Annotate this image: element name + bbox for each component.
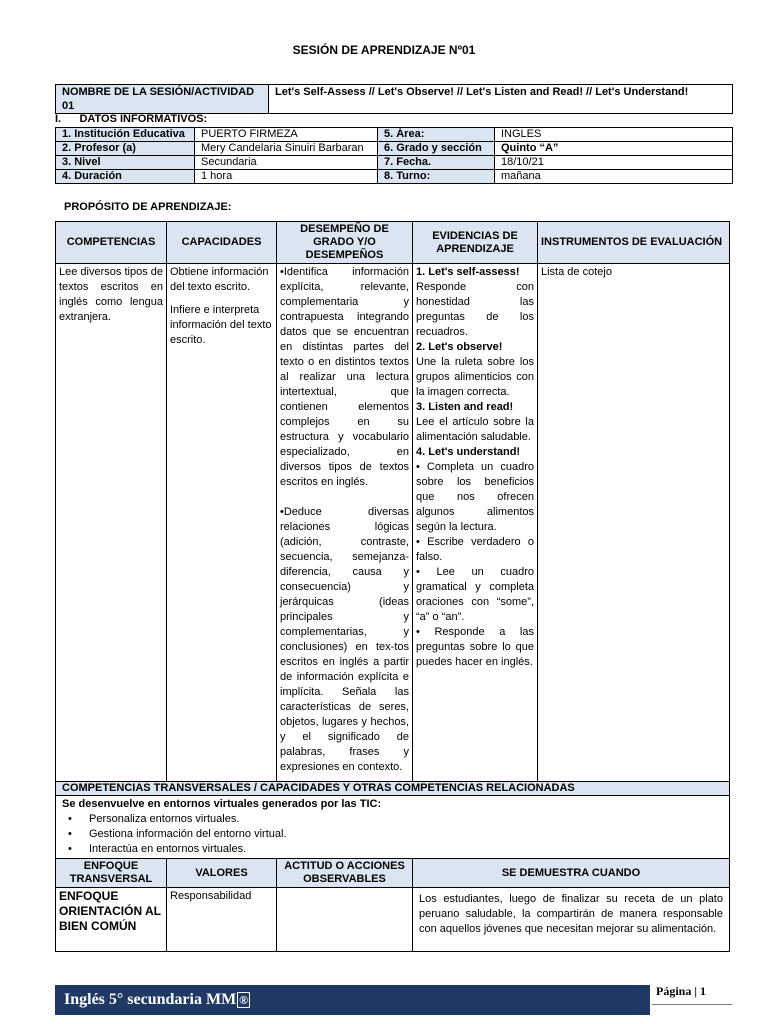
competencia-cell: Lee diversos tipos de textos escritos en inglés como lengua extranjera. xyxy=(56,264,167,782)
informative-data-table xyxy=(55,127,733,184)
footer-title xyxy=(64,991,250,1009)
header-competencias: COMPETENCIAS xyxy=(56,222,167,264)
page-number-rule xyxy=(652,1004,732,1005)
section-heading-informative: I. DATOS INFORMATIVOS: xyxy=(55,113,208,125)
page-number-text: Página | 1 xyxy=(656,984,706,998)
header-enfoque: ENFOQUE TRANSVERSAL xyxy=(56,859,167,888)
enfoque-header-row xyxy=(56,859,730,888)
transversal-content-row xyxy=(56,796,730,859)
transversal-subtitle: Se desenvuelve en entornos virtuales generados por las TIC: xyxy=(62,798,382,810)
info-label: 8. Turno: xyxy=(378,170,495,184)
actitud-cell xyxy=(277,888,413,952)
header-demuestra: SE DEMUESTRA CUANDO xyxy=(413,859,730,888)
info-value: PUERTO FIRMEZA xyxy=(195,128,378,142)
list-item: • Gestiona información del entorno virtual. xyxy=(89,827,723,842)
session-label: NOMBRE DE LA SESIÓN/ACTIVIDAD 01 xyxy=(56,85,269,114)
session-row xyxy=(56,85,733,114)
evidence-title: 2. Let's observe! xyxy=(416,341,503,353)
evidence-item: • Lee un cuadro gramatical y completa oraciones con “some”, “a” o “an”. xyxy=(416,566,534,623)
header-valores: VALORES xyxy=(167,859,277,888)
desempeno-item: •Identifica información explícita, relevante, complementaria y contrapuesta integrando datos que se encuentran en distintas partes del texto o en distintos textos al realizar una lectura intertextual, que contienen elementos complejos en su estructura y vocabulario especializado, en diversos tipos de textos escritos en inglés. xyxy=(280,266,409,488)
purpose-heading: PROPÓSITO DE APRENDIZAJE: xyxy=(64,201,232,213)
demuestra-cell: Los estudiantes, luego de finalizar su receta de un plato peruano saludable, la compartirán de manera responsable con aquellos jóvenes que necesitan mejorar su alimentación. xyxy=(413,888,730,952)
evidence-title: 4. Let's understand! xyxy=(416,446,521,458)
evidence-title: 3. Listen and read! xyxy=(416,401,514,413)
info-label: 4. Duración xyxy=(56,170,195,184)
info-label: 6. Grado y sección xyxy=(378,142,495,156)
evidence-item: • Completa un cuadro sobre los beneficios que nos ofrecen algunos alimentos según la lectura. xyxy=(416,461,534,533)
purpose-content-row xyxy=(56,264,730,782)
info-label: 5. Área: xyxy=(378,128,495,142)
info-label: 3. Nivel xyxy=(56,156,195,170)
capacidades-cell xyxy=(167,264,277,782)
transversal-content xyxy=(56,796,730,859)
valor-cell: Responsabilidad xyxy=(167,888,277,952)
learning-purpose-table xyxy=(55,221,730,952)
evidence-text: Responde con honestidad las preguntas de los recuadros. xyxy=(416,281,534,338)
info-row xyxy=(56,170,733,184)
info-label: 7. Fecha. xyxy=(378,156,495,170)
page-number xyxy=(656,984,706,999)
header-evidencias: EVIDENCIAS DE APRENDIZAJE xyxy=(413,222,538,264)
instrumento-cell: Lista de cotejo xyxy=(538,264,730,782)
evidencias-cell xyxy=(413,264,538,782)
enfoque-cell: ENFOQUE ORIENTACIÓN AL BIEN COMÚN xyxy=(56,888,167,952)
info-label: 1. Institución Educativa xyxy=(56,128,195,142)
session-value: Let's Self-Assess // Let's Observe! // Let's Listen and Read! // Let's Understand! xyxy=(269,85,733,114)
list-item: • Personaliza entornos virtuales. xyxy=(89,812,723,827)
info-value: 1 hora xyxy=(195,170,378,184)
header-desempeno: DESEMPEÑO DE GRADO Y/O DESEMPEÑOS xyxy=(277,222,413,264)
capacidad-item: Infiere e interpreta información del texto escrito. xyxy=(170,304,272,346)
desempeno-item: •Deduce diversas relaciones lógicas (adición, contraste, secuencia, semejanza-diferencia, causa y consecuencia) y jerárquicas (ideas principales y complementarias, y conclusiones) en tex-tos escritos en inglés a partir de información explícita e implícita. Señala las características de seres, objetos, lugares y hechos, y el significado de palabras, frases y expresiones en contexto. xyxy=(280,506,409,773)
info-value: mañana xyxy=(495,170,733,184)
transversal-header: COMPETENCIAS TRANSVERSALES / CAPACIDADES Y OTRAS COMPETENCIAS RELACIONADAS xyxy=(56,782,730,796)
info-row xyxy=(56,156,733,170)
evidence-item: • Responde a las preguntas sobre lo que puedes hacer en inglés. xyxy=(416,626,534,668)
info-value: Quinto “A” xyxy=(495,142,733,156)
info-label: 2. Profesor (a) xyxy=(56,142,195,156)
enfoque-content-row xyxy=(56,888,730,952)
session-name-table xyxy=(55,84,733,114)
registered-mark: ® xyxy=(239,993,249,1007)
transversal-header-row xyxy=(56,782,730,796)
capacidad-item: Obtiene información del texto escrito. xyxy=(170,266,269,293)
evidence-title: 1. Let's self-assess! xyxy=(416,266,520,278)
evidence-item: • Escribe verdadero o falso. xyxy=(416,536,534,563)
header-actitud: ACTITUD O ACCIONES OBSERVABLES xyxy=(277,859,413,888)
info-row xyxy=(56,128,733,142)
transversal-list xyxy=(62,812,723,857)
info-value: Secundaria xyxy=(195,156,378,170)
evidence-text: Une la ruleta sobre los grupos alimenticios con la imagen correcta. xyxy=(416,356,534,398)
info-value: Mery Candelaria Sinuiri Barbaran xyxy=(195,142,378,156)
purpose-header-row xyxy=(56,222,730,264)
info-value: 18/10/21 xyxy=(495,156,733,170)
evidence-text: Lee el artículo sobre la alimentación saludable. xyxy=(416,416,534,443)
info-value: INGLES xyxy=(495,128,733,142)
page-title: SESIÓN DE APRENDIZAJE Nº01 xyxy=(292,43,476,57)
header-instrumentos: INSTRUMENTOS DE EVALUACIÓN xyxy=(538,222,730,264)
desempeno-cell xyxy=(277,264,413,782)
list-item: • Interactúa en entornos virtuales. xyxy=(89,842,723,857)
header-capacidades: CAPACIDADES xyxy=(167,222,277,264)
info-row xyxy=(56,142,733,156)
footer-title-text: Inglés 5° secundaria MM xyxy=(64,991,237,1008)
